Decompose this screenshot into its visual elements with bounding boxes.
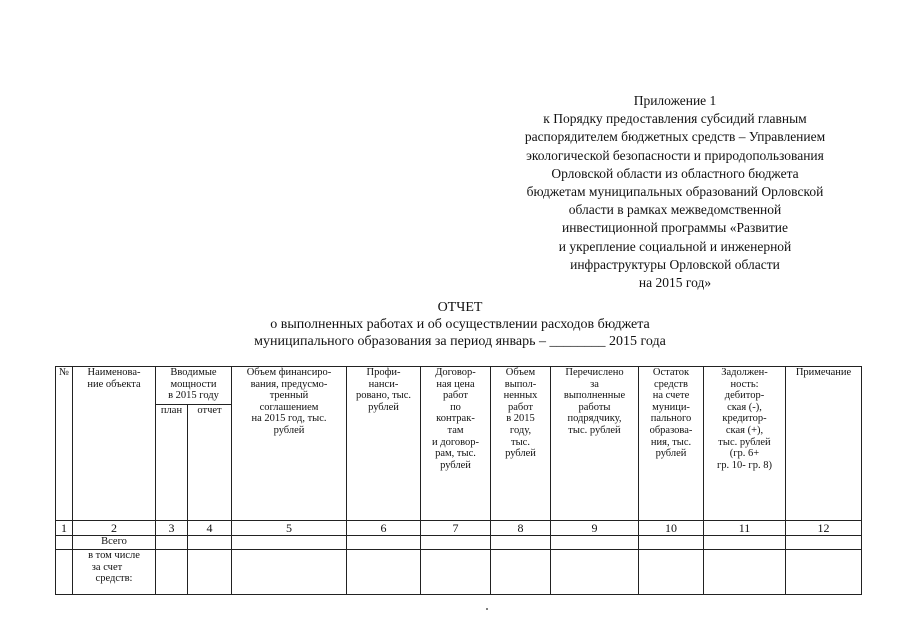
appendix-line: на 2015 год»	[638, 275, 712, 291]
table-cell	[551, 536, 639, 550]
header-capacity-report: отчет	[188, 405, 232, 521]
table-cell	[786, 550, 862, 595]
table-cell	[188, 536, 232, 550]
column-number: 3	[156, 521, 188, 536]
appendix-line: распорядителем бюджетных средств – Управлением	[524, 129, 826, 145]
column-number: 7	[421, 521, 491, 536]
table-cell	[491, 536, 551, 550]
report-heading	[160, 299, 760, 350]
header-balance: Остаток средств на счете муници- пального образова- ния, тыс. рублей	[639, 367, 704, 521]
appendix-line: области в рамках межведомственной	[568, 202, 782, 218]
column-number: 6	[347, 521, 421, 536]
table-cell	[232, 550, 347, 595]
column-number: 1	[56, 521, 73, 536]
table-cell	[421, 536, 491, 550]
table-row-total	[56, 536, 862, 550]
header-completed: Объем выпол- ненных работ в 2015 году, тыс. рублей	[491, 367, 551, 521]
table-cell	[347, 550, 421, 595]
table-cell	[639, 536, 704, 550]
scan-dot	[486, 608, 488, 610]
table-cell	[551, 550, 639, 595]
report-subtitle: о выполненных работах и об осуществлении расходов бюджета	[270, 317, 650, 332]
header-name: Наименова- ние объекта	[73, 367, 156, 521]
appendix-block	[490, 92, 860, 292]
header-note: Примечание	[786, 367, 862, 521]
column-number: 8	[491, 521, 551, 536]
table-cell	[56, 550, 73, 595]
table-cell	[639, 550, 704, 595]
header-transferred: Перечислено за выполненные работы подрядчику, тыс. рублей	[551, 367, 639, 521]
column-number: 9	[551, 521, 639, 536]
header-financed: Профи- нанси- ровано, тыс. рублей	[347, 367, 421, 521]
header-contract: Договор- ная цена работ по контрак- там и договор- рам, тыс. рублей	[421, 367, 491, 521]
table-cell	[704, 550, 786, 595]
table-cell	[786, 536, 862, 550]
table-cell	[704, 536, 786, 550]
table-cell	[491, 550, 551, 595]
table-cell	[188, 550, 232, 595]
header-capacity-plan: план	[156, 405, 188, 521]
table-cell	[347, 536, 421, 550]
report-title: ОТЧЕТ	[437, 300, 483, 315]
row-label-including-line: за счет	[91, 561, 123, 573]
column-number: 10	[639, 521, 704, 536]
column-number: 11	[704, 521, 786, 536]
header-no: №	[56, 367, 73, 521]
appendix-line: экологической безопасности и природопользования	[526, 147, 824, 163]
appendix-line: и укрепление социальной и инженерной	[558, 238, 792, 254]
report-period: муниципального образования за период январь – ________ 2015 года	[254, 334, 666, 349]
table-cell	[156, 550, 188, 595]
column-number: 5	[232, 521, 347, 536]
table-cell	[156, 536, 188, 550]
table-cell	[421, 550, 491, 595]
header-capacity: Вводимые мощности в 2015 году	[156, 367, 232, 405]
column-number-row	[56, 521, 862, 536]
appendix-line: бюджетам муниципальных образований Орловской	[526, 184, 824, 200]
report-table	[55, 366, 862, 595]
row-label-including-line: в том числе	[88, 550, 140, 561]
row-label-including	[73, 550, 156, 595]
column-number: 4	[188, 521, 232, 536]
appendix-line: инвестиционной программы «Развитие	[561, 220, 789, 236]
appendix-line: инфраструктуры Орловской области	[570, 256, 780, 272]
row-label-total: Всего	[73, 536, 156, 550]
column-number: 2	[73, 521, 156, 536]
header-funding: Объем финансиро- вания, предусмо- тренный соглашением на 2015 год, тыс. рублей	[232, 367, 347, 521]
header-debt: Задолжен- ность: дебитор- ская (-), кредитор- ская (+), тыс. рублей (гр. 6+ гр. 10- гр. 8)	[704, 367, 786, 521]
header-row	[56, 367, 862, 405]
table-row-including	[56, 550, 862, 595]
appendix-line: Приложение 1	[633, 93, 717, 108]
appendix-line: к Порядку предоставления субсидий главным	[543, 111, 807, 127]
table-cell	[232, 536, 347, 550]
appendix-line: Орловской области из областного бюджета	[551, 165, 799, 181]
column-number: 12	[786, 521, 862, 536]
table-cell	[56, 536, 73, 550]
row-label-including-line: средств:	[95, 573, 133, 585]
